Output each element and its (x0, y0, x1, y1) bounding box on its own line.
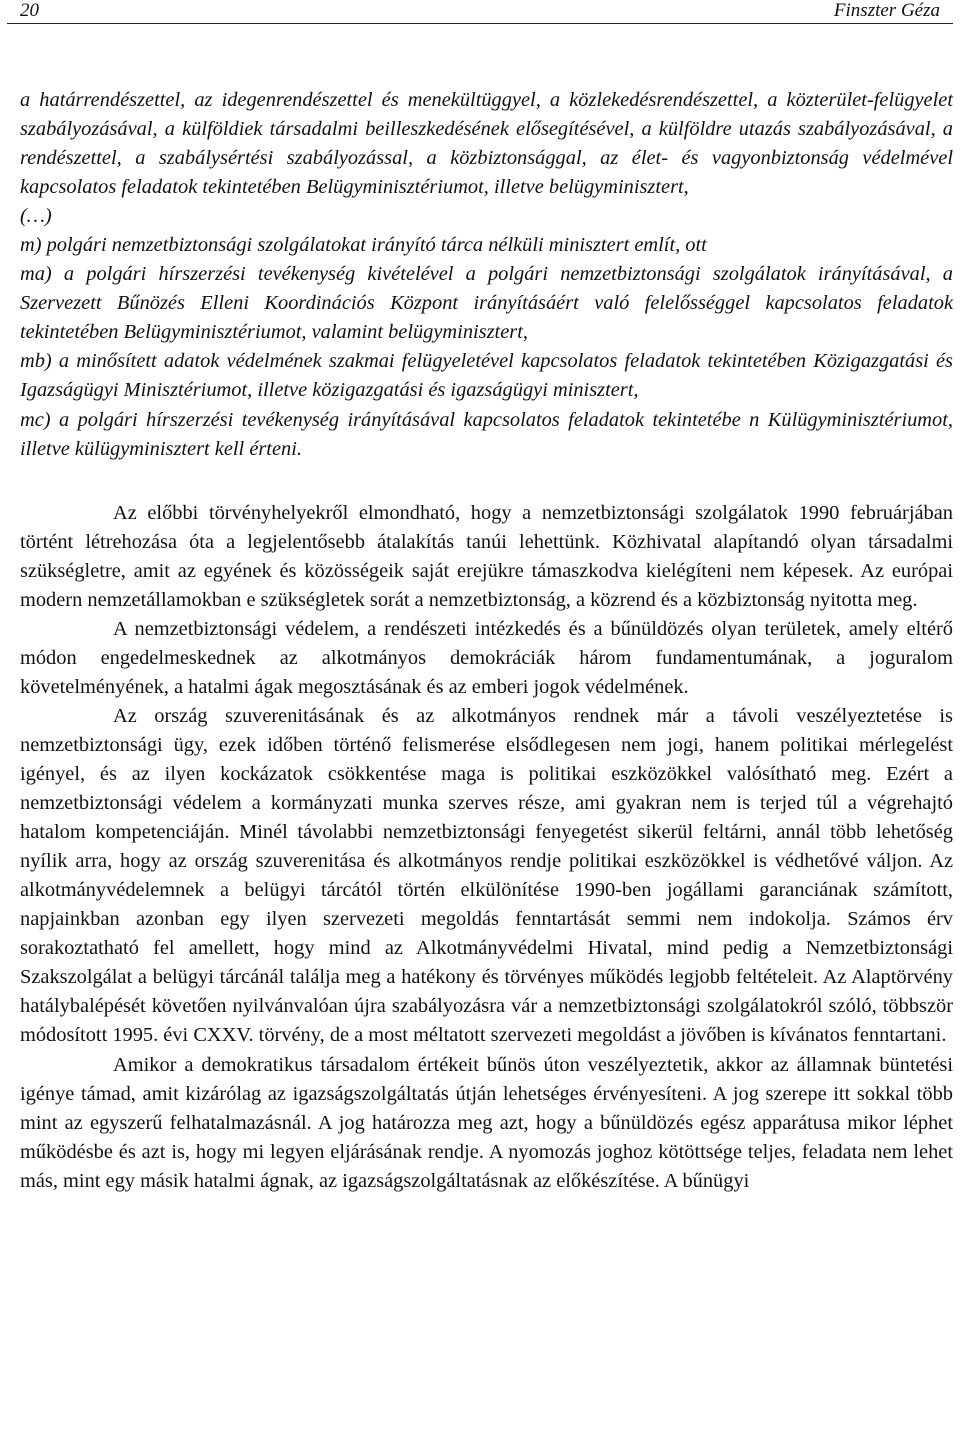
quote-item-mc: mc) a polgári hírszerzési tevékenység irányításával kapcsolatos feladatok tekintetébe n Külügyminisztériumot, illetve külügyminisztert kell érteni. (20, 408, 953, 460)
body-paragraph-4: Amikor a demokratikus társadalom értékeit bűnös úton veszélyeztetik, akkor az államnak büntetési igénye támad, amit kizárólag az igazságszolgáltatás útján lehetséges érvényesíteni. A jog szerepe itt sokkal több mint az egyszerű felhatalmazásnál. A jog határozza meg azt, hogy a bűnüldözés egész apparátusa mikor léphet működésbe és azt is, hogy mi legyen eljárásának rendje. A nyomozás joghoz kötöttsége teljes, feladata nem lehet más, mint egy másik hatalmi ágnak, az igazságszolgáltatásnak az előkészítése. A bűnügyi (20, 1053, 953, 1192)
page-body (20, 86, 953, 1196)
quote-item-mb: mb) a minősített adatok védelmének szakmai felügyeletével kapcsolatos feladatok tekintetében Közigazgatási és Igazságügyi Minisztériumot, illetve közigazgatási és igazságügyi minisztert, (20, 350, 953, 402)
section-gap (20, 464, 953, 499)
page-header (7, 0, 953, 24)
quote-item-m: m) polgári nemzetbiztonsági szolgálatokat irányító tárca nélküli minisztert említ, ott (20, 234, 707, 257)
page-number: 20 (20, 0, 39, 21)
body-paragraph-3: Az ország szuverenitásának és az alkotmányos rendnek már a távoli veszélyeztetése is nemzetbiztonsági ügy, ezek időben történő felismerése elsődlegesen nem jogi, hanem politikai mérlegelést igényel, és az ilyen kockázatok csökkentése maga is politikai eszközökkel valósítható meg. Ezért a nemzetbiztonsági védelem a kormányzati munka szerves része, ami gyakran nem is terjed túl a végrehajtó hatalom kompetenciáján. Minél távolabbi nemzetbiztonsági fenyegetést sikerül feltárni, annál több lehetőség nyílik arra, hogy az ország szuverenitása és alkotmányos rendje politikai eszközökkel is védhetővé váljon. Az alkotmányvédelemnek a belügyi tárcától történ elkülönítése 1990-ben jogállami garanciának számított, napjainkban azonban egy ilyen szervezeti megoldás fenntartását semmi nem indokolja. Számos érv sorakoztatható fel amellett, hogy mind az Alkotmányvédelmi Hivatal, mind pedig a Nemzetbiztonsági Szakszolgálat a belügyi tárcánál találja meg a hatékony és törvényes működés legjobb feltételeit. Az Alaptörvény hatálybalépését követően nyilvánvalóan újra szabályozásra vár a nemzetbiztonsági szolgálatokról szóló, többször módosított 1995. évi CXXV. törvény, de a most méltatott szervezeti megoldást a jövőben is kívánatos fenntartani. (20, 704, 953, 1047)
body-paragraph-2: A nemzetbiztonsági védelem, a rendészeti intézkedés és a bűnüldözés olyan területek, amely eltérő módon engedelmeskednek az alkotmányos demokráciák három fundamentumának, a joguralom követelményének, a hatalmi ágak megosztásának és az emberi jogok védelmének. (20, 617, 953, 698)
running-head-author: Finszter Géza (833, 0, 940, 21)
legal-quote-block (20, 86, 953, 464)
quote-ellipsis: (…) (20, 205, 52, 228)
quote-intro: a határrendészettel, az idegenrendészettel és menekültüggyel, a közlekedésrendészettel, a közterület-felügyelet szabályozásával, a külföldiek társadalmi beilleszkedésének elősegítésével, a külföldre utazás szabályozásával, a rendészettel, a szabálysértési szabályozással, a közbiztonsággal, az élet- és vagyonbiztonság védelmével kapcsolatos feladatok tekintetében Belügyminisztériumot, illetve belügyminisztert, (20, 89, 953, 199)
quote-item-ma: ma) a polgári hírszerzési tevékenység kivételével a polgári nemzetbiztonsági szolgálatok irányításával, a Szervezett Bűnözés Elleni Koordinációs Központ irányításáért való felelősséggel kapcsolatos feladatok tekintetében Belügyminisztériumot, valamint belügyminisztert, (20, 263, 953, 344)
body-paragraph-1: Az előbbi törvényhelyekről elmondható, hogy a nemzetbiztonsági szolgálatok 1990 februárjában történt létrehozása óta a legjelentősebb átalakítás tanúi lehettünk. Közhivatal alapítandó olyan társadalmi szükségletre, amit az egyének és közösségeik saját erejükre támaszkodva kielégíteni nem képesek. Az európai modern nemzetállamokban e szükségletek sorát a nemzetbiztonság, a közrend és a közbiztonság nyitotta meg. (20, 501, 953, 611)
